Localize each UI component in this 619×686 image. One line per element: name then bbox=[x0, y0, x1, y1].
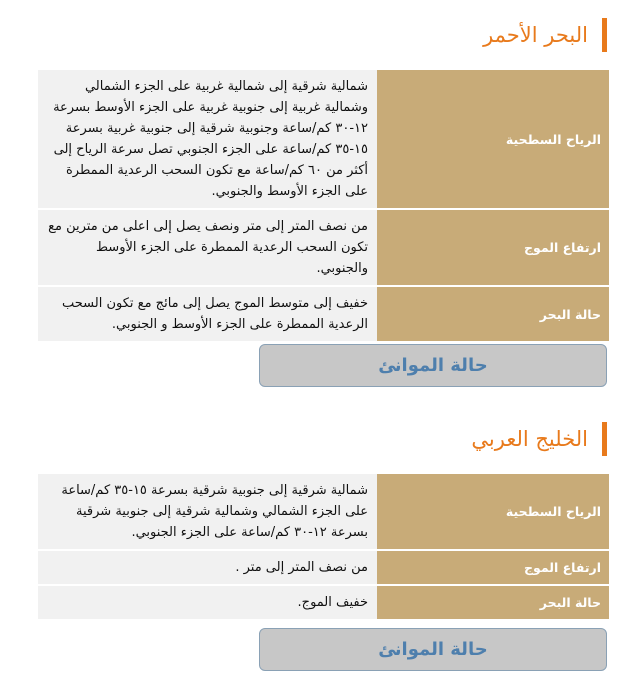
arabian-gulf-title: الخليج العربي bbox=[471, 422, 607, 456]
sea-state-value: خفيف إلى متوسط الموج يصل إلى مائج مع تكون السحب الرعدية الممطرة على الجزء الأوسط و الجنوبي. bbox=[38, 286, 377, 342]
wave-height-label: ارتفاع الموج bbox=[377, 209, 609, 286]
surface-wind-label: الرياح السطحية bbox=[377, 474, 609, 550]
wave-height-value: من نصف المتر إلى متر ونصف يصل إلى اعلى من مترين مع تكون السحب الرعدية الممطرة على الجزء الأوسط والجنوبي. bbox=[38, 209, 377, 286]
table-row bbox=[38, 286, 609, 342]
sea-state-label: حالة البحر bbox=[377, 585, 609, 620]
sea-state-label: حالة البحر bbox=[377, 286, 609, 342]
table-row bbox=[38, 474, 609, 550]
surface-wind-value: شمالية شرقية إلى جنوبية شرقية بسرعة ١٥-٣٥ كم/ساعة على الجزء الشمالي وشمالية شرقية إلى جنوبية شرقية بسرعة ١٢-٣٠ كم/ساعة على الجزء الجنوبي. bbox=[38, 474, 377, 550]
table-row bbox=[38, 585, 609, 620]
ports-status-button[interactable]: حالة الموانئ bbox=[259, 628, 607, 671]
arabian-gulf-table bbox=[38, 474, 609, 621]
surface-wind-value: شمالية شرقية إلى شمالية غربية على الجزء الشمالي وشمالية غربية إلى جنوبية غربية على الجزء الأوسط بسرعة ١٢-٣٠ كم/ساعة وجنوبية شرقية إلى جنوبية غربية بسرعة ١٥-٣٥ كم/ساعة على الجزء الجنوبي تصل سرعة الرياح إلى أكثر من ٦٠ كم/ساعة مع تكون السحب الرعدية الممطرة على الجزء الأوسط والجنوبي. bbox=[38, 70, 377, 209]
surface-wind-label: الرياح السطحية bbox=[377, 70, 609, 209]
table-row bbox=[38, 209, 609, 286]
red-sea-table bbox=[38, 70, 609, 343]
table-row bbox=[38, 550, 609, 585]
red-sea-title: البحر الأحمر bbox=[483, 18, 607, 52]
wave-height-label: ارتفاع الموج bbox=[377, 550, 609, 585]
wave-height-value: من نصف المتر إلى متر . bbox=[38, 550, 377, 585]
ports-status-button[interactable]: حالة الموانئ bbox=[259, 344, 607, 387]
sea-state-value: خفيف الموج. bbox=[38, 585, 377, 620]
table-row bbox=[38, 70, 609, 209]
